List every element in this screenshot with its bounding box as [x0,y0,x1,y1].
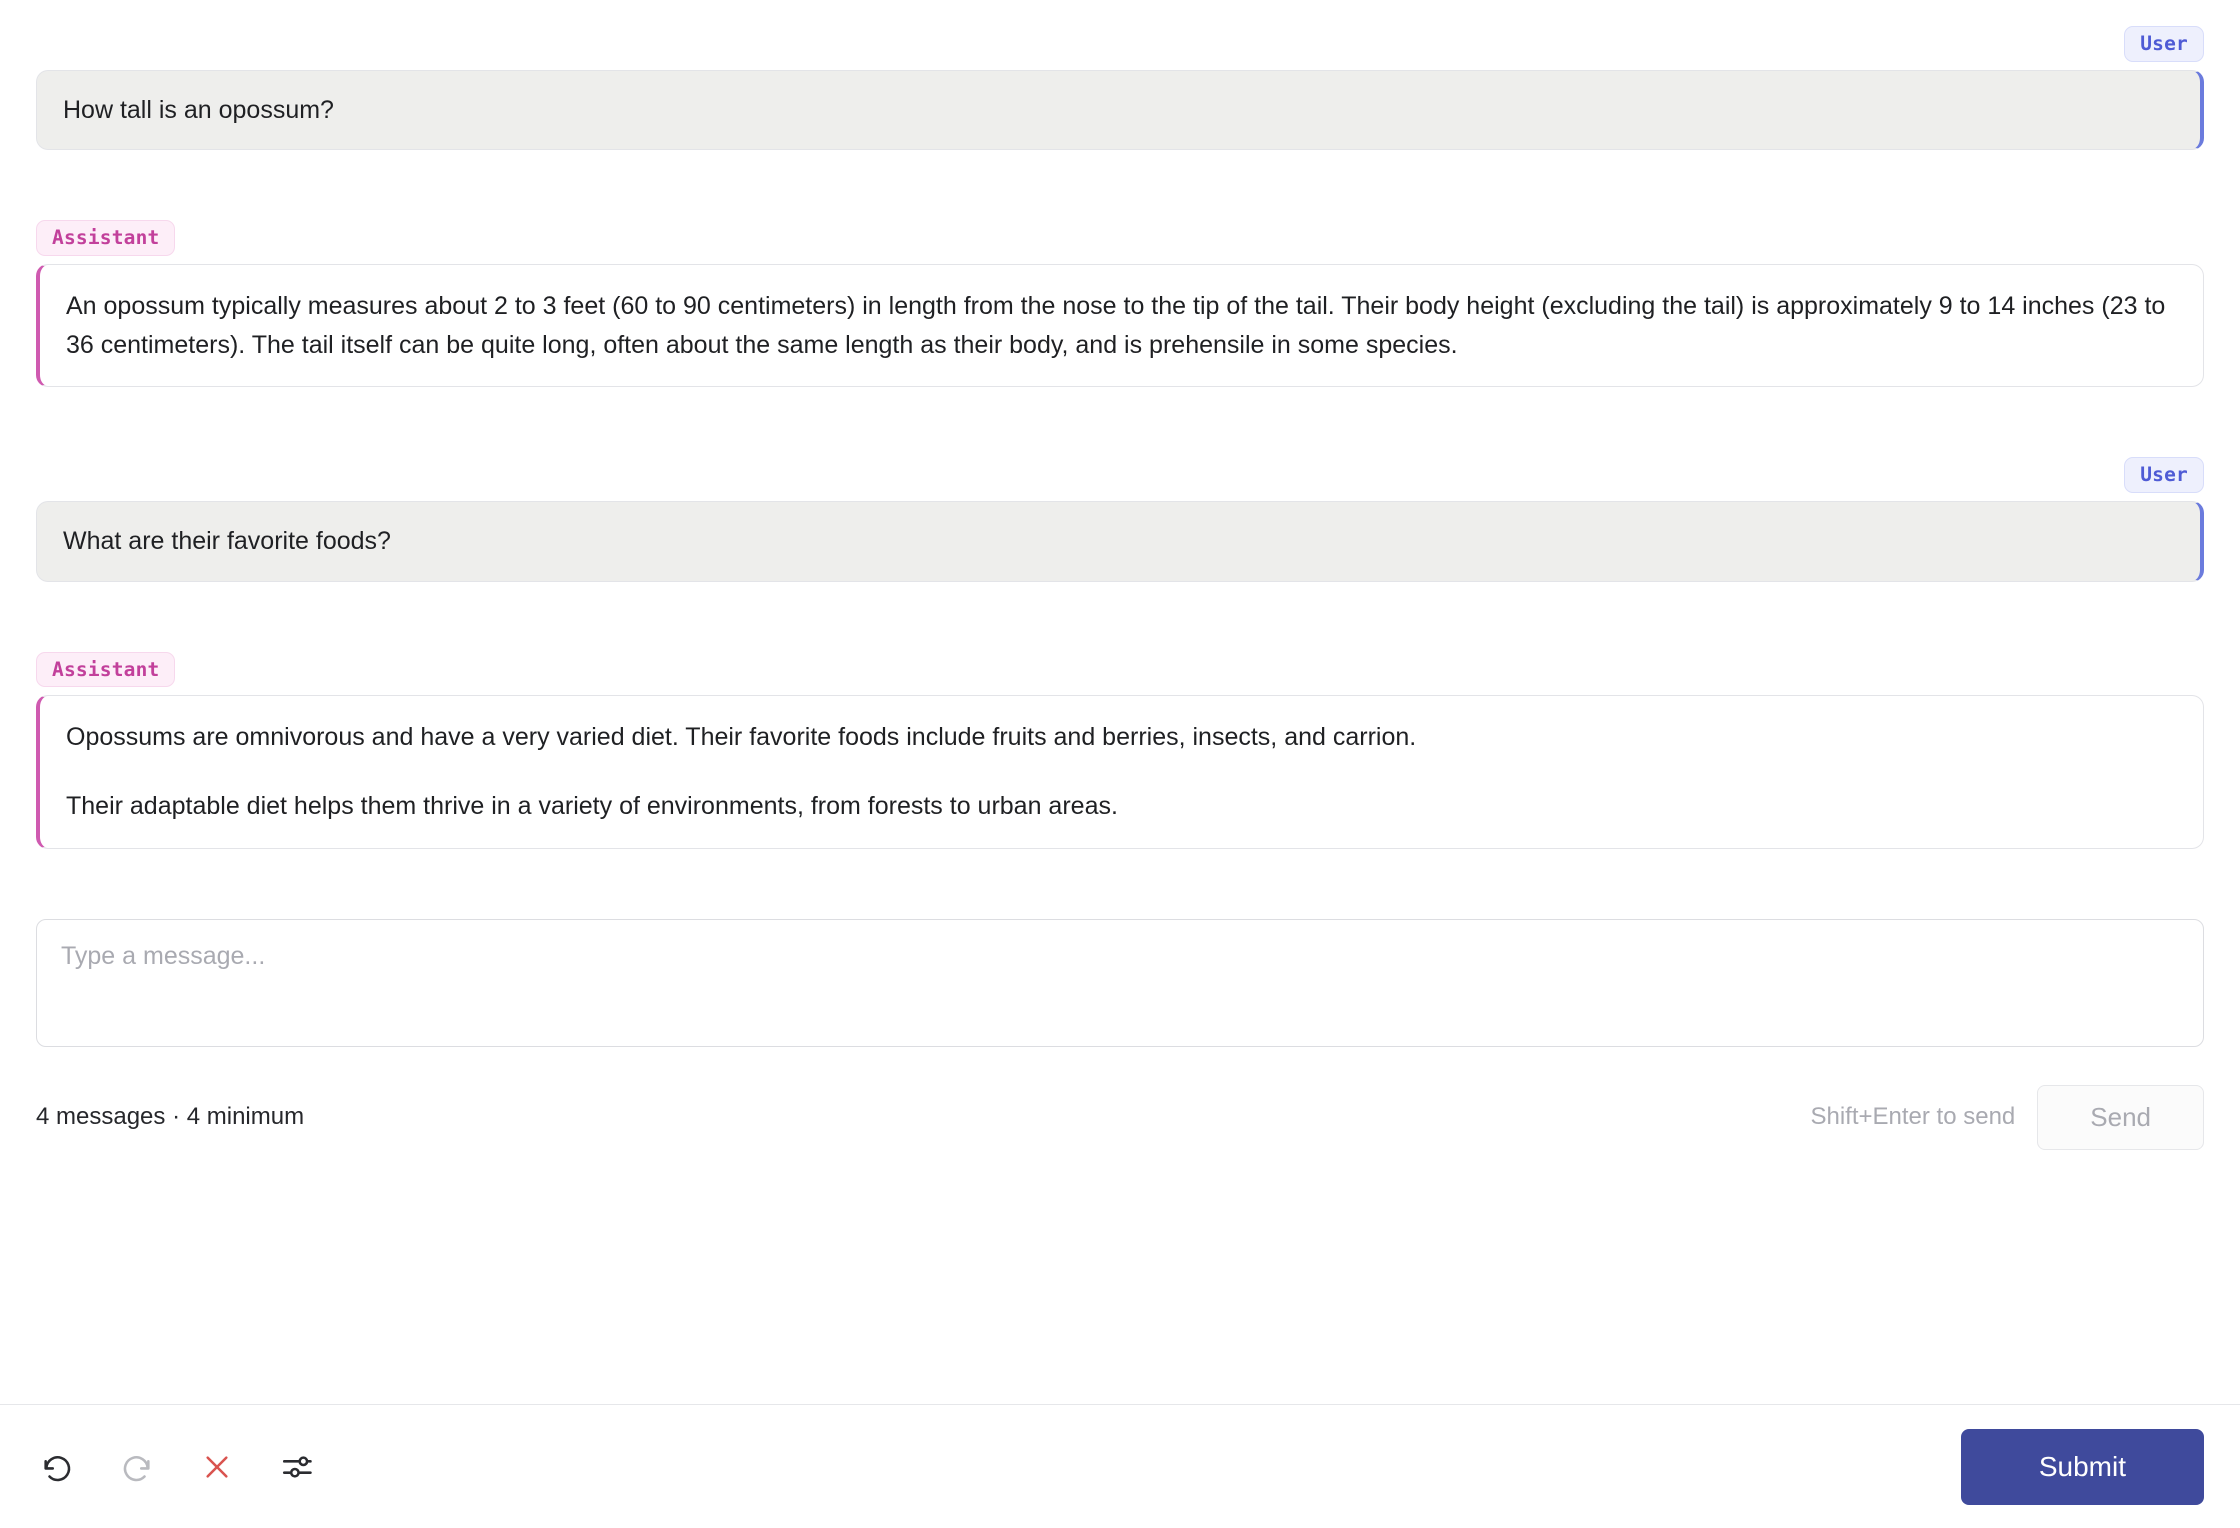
redo-icon[interactable] [116,1446,158,1488]
undo-icon[interactable] [36,1446,78,1488]
role-badge-assistant: Assistant [36,220,175,256]
message-block-assistant-2 [36,652,2204,849]
message-block-user-2 [36,457,2204,581]
message-text: What are their favorite foods? [63,526,391,555]
message-bubble-assistant[interactable] [36,264,2204,388]
send-hint: Shift+Enter to send [1810,1103,2016,1130]
message-bubble-user[interactable] [36,70,2204,151]
message-bubble-assistant[interactable] [36,695,2204,849]
spacer [36,395,2204,457]
message-block-user-1 [36,26,2204,150]
role-badge-assistant: Assistant [36,652,175,688]
submit-button[interactable]: Submit [1961,1429,2204,1505]
send-button[interactable]: Send [2037,1085,2204,1150]
tool-icon-group [36,1446,318,1488]
bubble-wrap [36,62,2204,151]
bottom-toolbar [0,1404,2240,1528]
role-row [36,26,2204,62]
role-row [36,220,2204,256]
role-row [36,652,2204,688]
bubble-wrap [36,695,2204,849]
message-text: Opossums are omnivorous and have a very varied diet. Their favorite foods include fruits and berries, insects, and carrion. [66,723,1417,751]
bubble-wrap [36,493,2204,582]
composer-actions [1810,1085,2204,1150]
message-block-assistant-1 [36,220,2204,387]
message-text: How tall is an opossum? [63,95,334,124]
spacer [36,158,2204,220]
message-text: An opossum typically measures about 2 to 3 feet (60 to 90 centimeters) in length from the nose to the tip of the tail. Their body height (excluding the tail) is approximately 9 to 14 inches (23 to 36 centimeters). The tail itself can be quite long, often about the same length as their body, and is prehensile in some species. [66,291,2166,359]
message-bubble-user[interactable] [36,501,2204,582]
spacer [36,590,2204,652]
role-row [36,457,2204,493]
message-text: Their adaptable diet helps them thrive in a variety of environments, from forests to urban areas. [66,791,1118,820]
composer-footer [36,1085,2204,1150]
message-input[interactable] [36,919,2204,1047]
composer [36,919,2204,1150]
role-badge-user: User [2124,457,2204,493]
role-badge-user: User [2124,26,2204,62]
settings-sliders-icon[interactable] [276,1446,318,1488]
clear-icon[interactable] [196,1446,238,1488]
bubble-wrap [36,264,2204,388]
message-count-label: 4 messages · 4 minimum [36,1103,305,1130]
